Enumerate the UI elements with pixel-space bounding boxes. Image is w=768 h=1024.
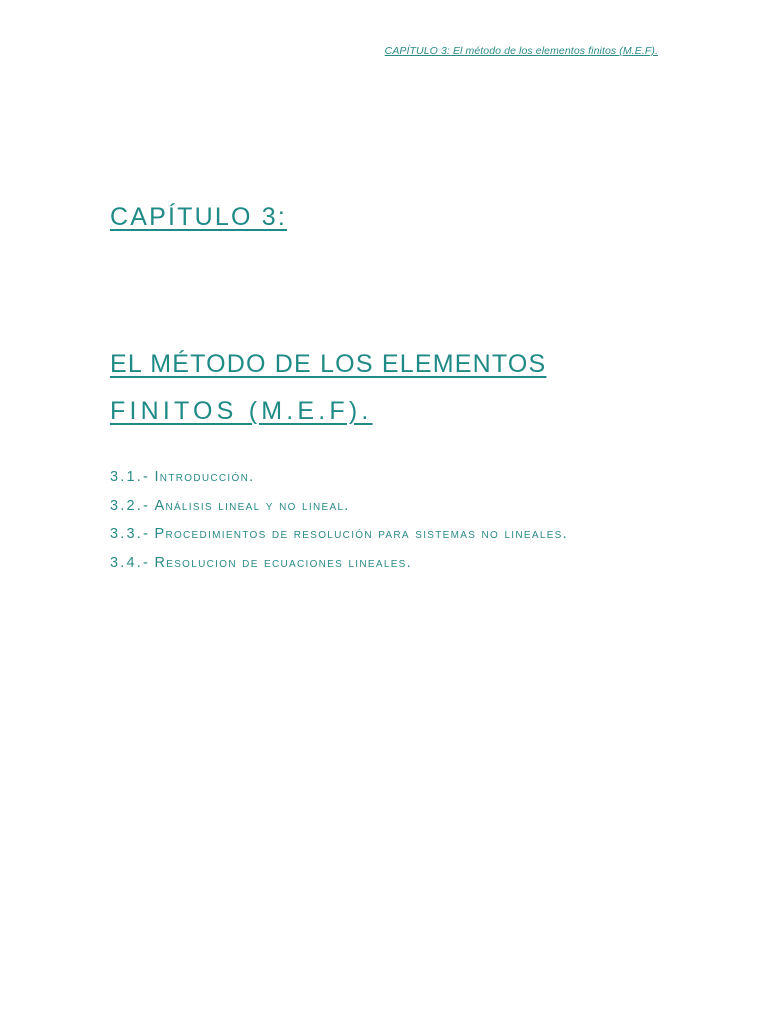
- chapter-title-line-2: [110, 388, 670, 435]
- toc-item-number: 3.1.-: [110, 469, 151, 485]
- chapter-title-line-1: [110, 341, 670, 388]
- toc-item-number: 3.4.-: [110, 554, 151, 571]
- toc-item-title: Resolucion de ecuaciones lineales.: [154, 554, 412, 571]
- chapter-title-text-1: EL MÉTODO DE LOS ELEMENTOS: [110, 350, 547, 378]
- toc-item: [110, 495, 568, 524]
- toc-item-number: 3.2.-: [110, 497, 151, 514]
- chapter-title-text-2: FINITOS (M.E.F).: [110, 397, 373, 425]
- running-header: CAPÍTULO 3: El método de los elementos finitos (M.E.F).: [384, 45, 658, 57]
- toc-item: [110, 466, 568, 495]
- toc-item-title: Análisis lineal y no lineal.: [154, 497, 350, 514]
- chapter-title: [110, 341, 670, 435]
- chapter-label: CAPÍTULO 3:: [110, 203, 288, 231]
- table-of-contents: [110, 466, 568, 580]
- toc-item-number: 3.3.-: [110, 526, 151, 543]
- toc-item: [110, 523, 568, 552]
- toc-item-title: Introducción.: [154, 469, 255, 485]
- toc-item-title: Procedimientos de resolución para sistemas no lineales.: [154, 526, 568, 543]
- toc-item: [110, 552, 568, 581]
